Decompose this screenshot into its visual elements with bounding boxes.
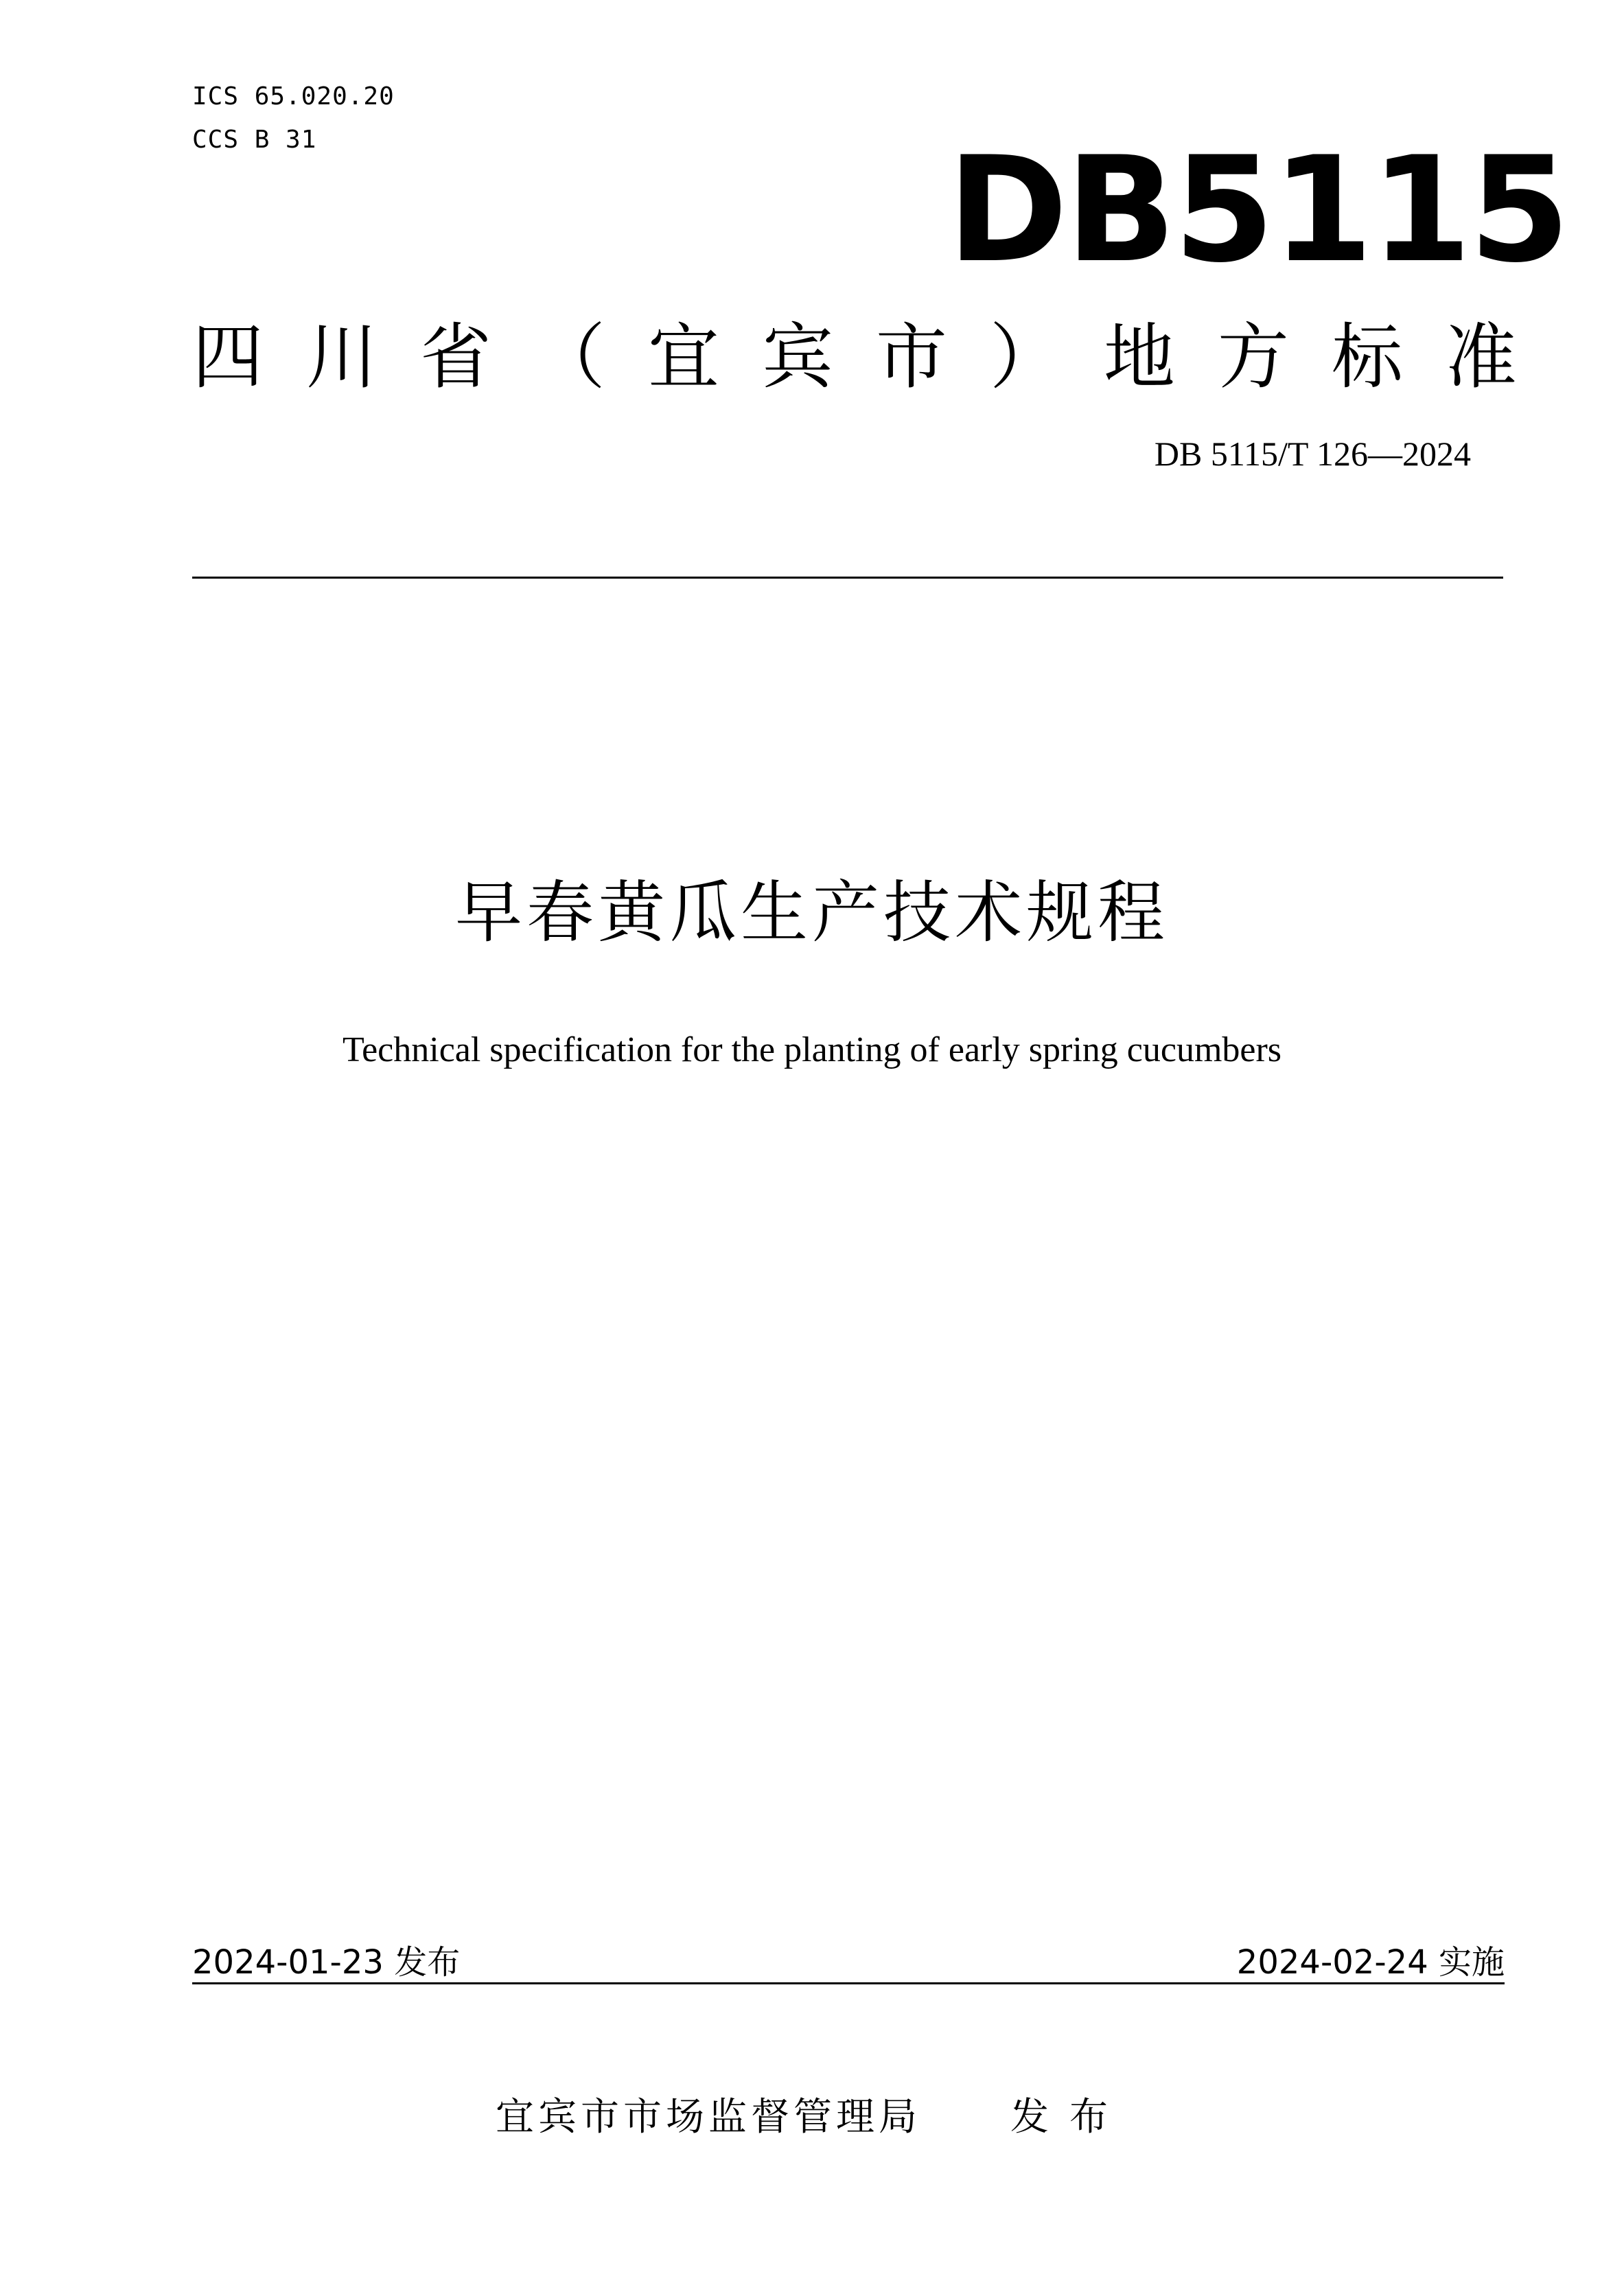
ics-code: ICS 65.020.20 bbox=[192, 82, 395, 111]
header-divider bbox=[192, 577, 1503, 579]
standard-category-char: 标 bbox=[1331, 315, 1403, 399]
issuer-organization: 宜宾市市场监督管理局 bbox=[496, 2095, 921, 2140]
standard-category-char: 川 bbox=[305, 315, 378, 399]
standard-category-title bbox=[192, 316, 1517, 398]
issuer-action: 发布 bbox=[1010, 2095, 1128, 2140]
document-title-zh: 早春黄瓜生产技术规程 bbox=[454, 874, 1169, 952]
standard-category-char: 地 bbox=[1103, 315, 1175, 399]
standard-category-char: 准 bbox=[1445, 315, 1517, 399]
footer-divider bbox=[192, 1982, 1505, 1984]
standard-category-char: 市 bbox=[875, 315, 947, 399]
standard-category-char: （ bbox=[533, 315, 605, 399]
ccs-code: CCS B 31 bbox=[192, 126, 317, 154]
standard-category-char: 省 bbox=[419, 315, 491, 399]
standard-category-char: 宜 bbox=[647, 315, 719, 399]
standard-category-char: ） bbox=[989, 315, 1061, 399]
standard-category-char: 方 bbox=[1217, 315, 1289, 399]
standard-number: DB 5115/T 126—2024 bbox=[1154, 434, 1471, 473]
standard-category-char: 宾 bbox=[761, 315, 833, 399]
implement-date: 2024-02-24 实施 bbox=[1236, 1943, 1505, 1982]
document-title-en: Technical specification for the planting of early spring cucumbers bbox=[342, 1030, 1282, 1069]
issuer-line bbox=[0, 2087, 1624, 2142]
publish-date: 2024-01-23 发布 bbox=[192, 1943, 461, 1982]
standard-logo: DB5115 bbox=[947, 125, 1568, 294]
standard-category-char: 四 bbox=[192, 315, 264, 399]
